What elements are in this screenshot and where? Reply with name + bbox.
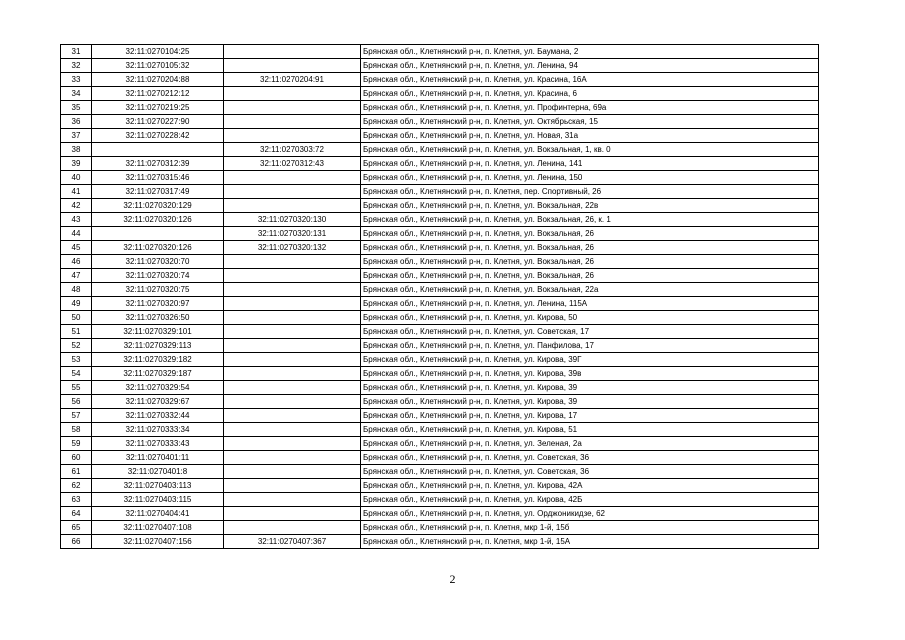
related-cadastral-number-cell	[224, 297, 361, 311]
related-cadastral-number-cell	[224, 465, 361, 479]
cadastral-number-cell: 32:11:0270320:97	[92, 297, 224, 311]
address-cell: Брянская обл., Клетнянский р-н, п. Клетня, ул. Баумана, 2	[361, 45, 819, 59]
table-row	[61, 213, 819, 227]
address-cell: Брянская обл., Клетнянский р-н, п. Клетня, ул. Кирова, 42Б	[361, 493, 819, 507]
cadastral-number-cell: 32:11:0270403:115	[92, 493, 224, 507]
cadastral-number-cell: 32:11:0270315:46	[92, 171, 224, 185]
row-number-cell: 60	[61, 451, 92, 465]
address-cell: Брянская обл., Клетнянский р-н, п. Клетня, ул. Вокзальная, 22в	[361, 199, 819, 213]
related-cadastral-number-cell	[224, 185, 361, 199]
table-row	[61, 87, 819, 101]
related-cadastral-number-cell	[224, 283, 361, 297]
related-cadastral-number-cell	[224, 255, 361, 269]
row-number-cell: 66	[61, 535, 92, 549]
row-number-cell: 61	[61, 465, 92, 479]
table-row	[61, 185, 819, 199]
address-cell: Брянская обл., Клетнянский р-н, п. Клетня, ул. Новая, 31а	[361, 129, 819, 143]
table-row	[61, 101, 819, 115]
cadastral-number-cell	[92, 143, 224, 157]
address-cell: Брянская обл., Клетнянский р-н, п. Клетня, пер. Спортивный, 26	[361, 185, 819, 199]
table-row	[61, 353, 819, 367]
cadastral-number-cell: 32:11:0270326:50	[92, 311, 224, 325]
related-cadastral-number-cell	[224, 325, 361, 339]
row-number-cell: 64	[61, 507, 92, 521]
row-number-cell: 34	[61, 87, 92, 101]
row-number-cell: 56	[61, 395, 92, 409]
row-number-cell: 41	[61, 185, 92, 199]
row-number-cell: 45	[61, 241, 92, 255]
related-cadastral-number-cell	[224, 479, 361, 493]
table-row	[61, 325, 819, 339]
related-cadastral-number-cell: 32:11:0270312:43	[224, 157, 361, 171]
row-number-cell: 40	[61, 171, 92, 185]
related-cadastral-number-cell	[224, 353, 361, 367]
related-cadastral-number-cell	[224, 199, 361, 213]
address-cell: Брянская обл., Клетнянский р-н, п. Клетня, ул. Вокзальная, 26	[361, 227, 819, 241]
table-row	[61, 255, 819, 269]
cadastral-number-cell: 32:11:0270329:67	[92, 395, 224, 409]
related-cadastral-number-cell	[224, 395, 361, 409]
cadastral-number-cell: 32:11:0270227:90	[92, 115, 224, 129]
related-cadastral-number-cell	[224, 311, 361, 325]
address-cell: Брянская обл., Клетнянский р-н, п. Клетня, мкр 1-й, 15б	[361, 521, 819, 535]
related-cadastral-number-cell	[224, 423, 361, 437]
cadastral-number-cell: 32:11:0270329:182	[92, 353, 224, 367]
cadastral-number-cell: 32:11:0270228:42	[92, 129, 224, 143]
table-row	[61, 409, 819, 423]
cadastral-number-cell: 32:11:0270320:74	[92, 269, 224, 283]
cadastral-number-cell: 32:11:0270333:43	[92, 437, 224, 451]
table-row	[61, 339, 819, 353]
address-cell: Брянская обл., Клетнянский р-н, п. Клетня, ул. Кирова, 39в	[361, 367, 819, 381]
related-cadastral-number-cell	[224, 59, 361, 73]
cadastral-number-cell: 32:11:0270104:25	[92, 45, 224, 59]
table-row	[61, 521, 819, 535]
related-cadastral-number-cell	[224, 521, 361, 535]
row-number-cell: 65	[61, 521, 92, 535]
cadastral-number-cell: 32:11:0270401:11	[92, 451, 224, 465]
cadastral-number-cell: 32:11:0270332:44	[92, 409, 224, 423]
row-number-cell: 35	[61, 101, 92, 115]
related-cadastral-number-cell: 32:11:0270204:91	[224, 73, 361, 87]
related-cadastral-number-cell	[224, 367, 361, 381]
related-cadastral-number-cell	[224, 437, 361, 451]
address-cell: Брянская обл., Клетнянский р-н, п. Клетня, ул. Ленина, 94	[361, 59, 819, 73]
address-cell: Брянская обл., Клетнянский р-н, п. Клетня, ул. Кирова, 51	[361, 423, 819, 437]
table-row	[61, 45, 819, 59]
address-cell: Брянская обл., Клетнянский р-н, п. Клетня, ул. Вокзальная, 26, к. 1	[361, 213, 819, 227]
row-number-cell: 44	[61, 227, 92, 241]
table-row	[61, 297, 819, 311]
address-cell: Брянская обл., Клетнянский р-н, п. Клетня, ул. Вокзальная, 26	[361, 269, 819, 283]
address-cell: Брянская обл., Клетнянский р-н, п. Клетня, ул. Вокзальная, 1, кв. 0	[361, 143, 819, 157]
row-number-cell: 31	[61, 45, 92, 59]
related-cadastral-number-cell: 32:11:0270407:367	[224, 535, 361, 549]
address-cell: Брянская обл., Клетнянский р-н, п. Клетня, ул. Советская, 17	[361, 325, 819, 339]
cadastral-number-cell: 32:11:0270212:12	[92, 87, 224, 101]
cadastral-number-cell: 32:11:0270333:34	[92, 423, 224, 437]
table-row	[61, 493, 819, 507]
address-cell: Брянская обл., Клетнянский р-н, п. Клетня, ул. Кирова, 50	[361, 311, 819, 325]
cadastral-number-cell: 32:11:0270401:8	[92, 465, 224, 479]
address-cell: Брянская обл., Клетнянский р-н, п. Клетня, ул. Советская, 36	[361, 465, 819, 479]
row-number-cell: 55	[61, 381, 92, 395]
table-row	[61, 507, 819, 521]
address-cell: Брянская обл., Клетнянский р-н, п. Клетня, ул. Ленина, 141	[361, 157, 819, 171]
related-cadastral-number-cell	[224, 339, 361, 353]
address-cell: Брянская обл., Клетнянский р-н, п. Клетня, ул. Кирова, 39	[361, 395, 819, 409]
row-number-cell: 59	[61, 437, 92, 451]
cadastral-number-cell: 32:11:0270219:25	[92, 101, 224, 115]
address-cell: Брянская обл., Клетнянский р-н, п. Клетня, ул. Советская, 36	[361, 451, 819, 465]
table-row	[61, 59, 819, 73]
cadastral-number-cell: 32:11:0270407:156	[92, 535, 224, 549]
table-row	[61, 283, 819, 297]
row-number-cell: 54	[61, 367, 92, 381]
related-cadastral-number-cell: 32:11:0270320:132	[224, 241, 361, 255]
row-number-cell: 52	[61, 339, 92, 353]
cadastral-number-cell: 32:11:0270404:41	[92, 507, 224, 521]
row-number-cell: 32	[61, 59, 92, 73]
cadastral-table-body	[61, 45, 819, 549]
address-cell: Брянская обл., Клетнянский р-н, п. Клетня, ул. Красина, 6	[361, 87, 819, 101]
cadastral-number-cell: 32:11:0270403:113	[92, 479, 224, 493]
related-cadastral-number-cell: 32:11:0270320:130	[224, 213, 361, 227]
row-number-cell: 37	[61, 129, 92, 143]
related-cadastral-number-cell	[224, 381, 361, 395]
address-cell: Брянская обл., Клетнянский р-н, п. Клетня, ул. Октябрьская, 15	[361, 115, 819, 129]
related-cadastral-number-cell	[224, 115, 361, 129]
row-number-cell: 51	[61, 325, 92, 339]
row-number-cell: 38	[61, 143, 92, 157]
cadastral-number-cell: 32:11:0270312:39	[92, 157, 224, 171]
table-row	[61, 157, 819, 171]
row-number-cell: 48	[61, 283, 92, 297]
related-cadastral-number-cell	[224, 129, 361, 143]
address-cell: Брянская обл., Клетнянский р-н, п. Клетня, ул. Ленина, 150	[361, 171, 819, 185]
table-row	[61, 73, 819, 87]
address-cell: Брянская обл., Клетнянский р-н, п. Клетня, ул. Кирова, 42А	[361, 479, 819, 493]
table-row	[61, 479, 819, 493]
related-cadastral-number-cell	[224, 45, 361, 59]
cadastral-number-cell: 32:11:0270329:187	[92, 367, 224, 381]
row-number-cell: 63	[61, 493, 92, 507]
table-row	[61, 311, 819, 325]
table-row	[61, 143, 819, 157]
cadastral-number-cell: 32:11:0270329:113	[92, 339, 224, 353]
cadastral-number-cell	[92, 227, 224, 241]
row-number-cell: 43	[61, 213, 92, 227]
address-cell: Брянская обл., Клетнянский р-н, п. Клетня, ул. Зеленая, 2а	[361, 437, 819, 451]
related-cadastral-number-cell	[224, 493, 361, 507]
cadastral-number-cell: 32:11:0270320:126	[92, 241, 224, 255]
address-cell: Брянская обл., Клетнянский р-н, п. Клетня, ул. Ленина, 115А	[361, 297, 819, 311]
cadastral-number-cell: 32:11:0270329:101	[92, 325, 224, 339]
cadastral-number-cell: 32:11:0270320:75	[92, 283, 224, 297]
row-number-cell: 50	[61, 311, 92, 325]
row-number-cell: 33	[61, 73, 92, 87]
table-row	[61, 367, 819, 381]
address-cell: Брянская обл., Клетнянский р-н, п. Клетня, ул. Вокзальная, 26	[361, 241, 819, 255]
row-number-cell: 57	[61, 409, 92, 423]
cadastral-number-cell: 32:11:0270105:32	[92, 59, 224, 73]
address-cell: Брянская обл., Клетнянский р-н, п. Клетня, ул. Кирова, 17	[361, 409, 819, 423]
cadastral-number-cell: 32:11:0270329:54	[92, 381, 224, 395]
table-row	[61, 115, 819, 129]
table-row	[61, 241, 819, 255]
cadastral-number-cell: 32:11:0270317:49	[92, 185, 224, 199]
address-cell: Брянская обл., Клетнянский р-н, п. Клетня, ул. Красина, 16А	[361, 73, 819, 87]
related-cadastral-number-cell	[224, 451, 361, 465]
row-number-cell: 58	[61, 423, 92, 437]
row-number-cell: 53	[61, 353, 92, 367]
table-row	[61, 465, 819, 479]
row-number-cell: 39	[61, 157, 92, 171]
table-row	[61, 437, 819, 451]
address-cell: Брянская обл., Клетнянский р-н, п. Клетня, ул. Профинтерна, 69а	[361, 101, 819, 115]
row-number-cell: 36	[61, 115, 92, 129]
cadastral-number-cell: 32:11:0270320:126	[92, 213, 224, 227]
related-cadastral-number-cell	[224, 409, 361, 423]
address-cell: Брянская обл., Клетнянский р-н, п. Клетня, ул. Кирова, 39Г	[361, 353, 819, 367]
related-cadastral-number-cell	[224, 507, 361, 521]
cadastral-number-cell: 32:11:0270320:70	[92, 255, 224, 269]
table-row	[61, 451, 819, 465]
related-cadastral-number-cell: 32:11:0270303:72	[224, 143, 361, 157]
page-number: 2	[449, 572, 456, 586]
table-row	[61, 199, 819, 213]
row-number-cell: 46	[61, 255, 92, 269]
row-number-cell: 62	[61, 479, 92, 493]
table-row	[61, 535, 819, 549]
row-number-cell: 49	[61, 297, 92, 311]
cadastral-number-cell: 32:11:0270320:129	[92, 199, 224, 213]
address-cell: Брянская обл., Клетнянский р-н, п. Клетня, мкр 1-й, 15А	[361, 535, 819, 549]
table-row	[61, 381, 819, 395]
table-row	[61, 423, 819, 437]
table-row	[61, 171, 819, 185]
address-cell: Брянская обл., Клетнянский р-н, п. Клетня, ул. Орджоникидзе, 62	[361, 507, 819, 521]
table-row	[61, 269, 819, 283]
address-cell: Брянская обл., Клетнянский р-н, п. Клетня, ул. Вокзальная, 26	[361, 255, 819, 269]
related-cadastral-number-cell	[224, 101, 361, 115]
row-number-cell: 47	[61, 269, 92, 283]
address-cell: Брянская обл., Клетнянский р-н, п. Клетня, ул. Панфилова, 17	[361, 339, 819, 353]
address-cell: Брянская обл., Клетнянский р-н, п. Клетня, ул. Вокзальная, 22а	[361, 283, 819, 297]
table-row	[61, 395, 819, 409]
cadastral-number-cell: 32:11:0270204:88	[92, 73, 224, 87]
cadastral-table	[60, 44, 819, 549]
related-cadastral-number-cell: 32:11:0270320:131	[224, 227, 361, 241]
address-cell: Брянская обл., Клетнянский р-н, п. Клетня, ул. Кирова, 39	[361, 381, 819, 395]
related-cadastral-number-cell	[224, 171, 361, 185]
table-row	[61, 227, 819, 241]
table-row	[61, 129, 819, 143]
row-number-cell: 42	[61, 199, 92, 213]
cadastral-number-cell: 32:11:0270407:108	[92, 521, 224, 535]
related-cadastral-number-cell	[224, 87, 361, 101]
related-cadastral-number-cell	[224, 269, 361, 283]
